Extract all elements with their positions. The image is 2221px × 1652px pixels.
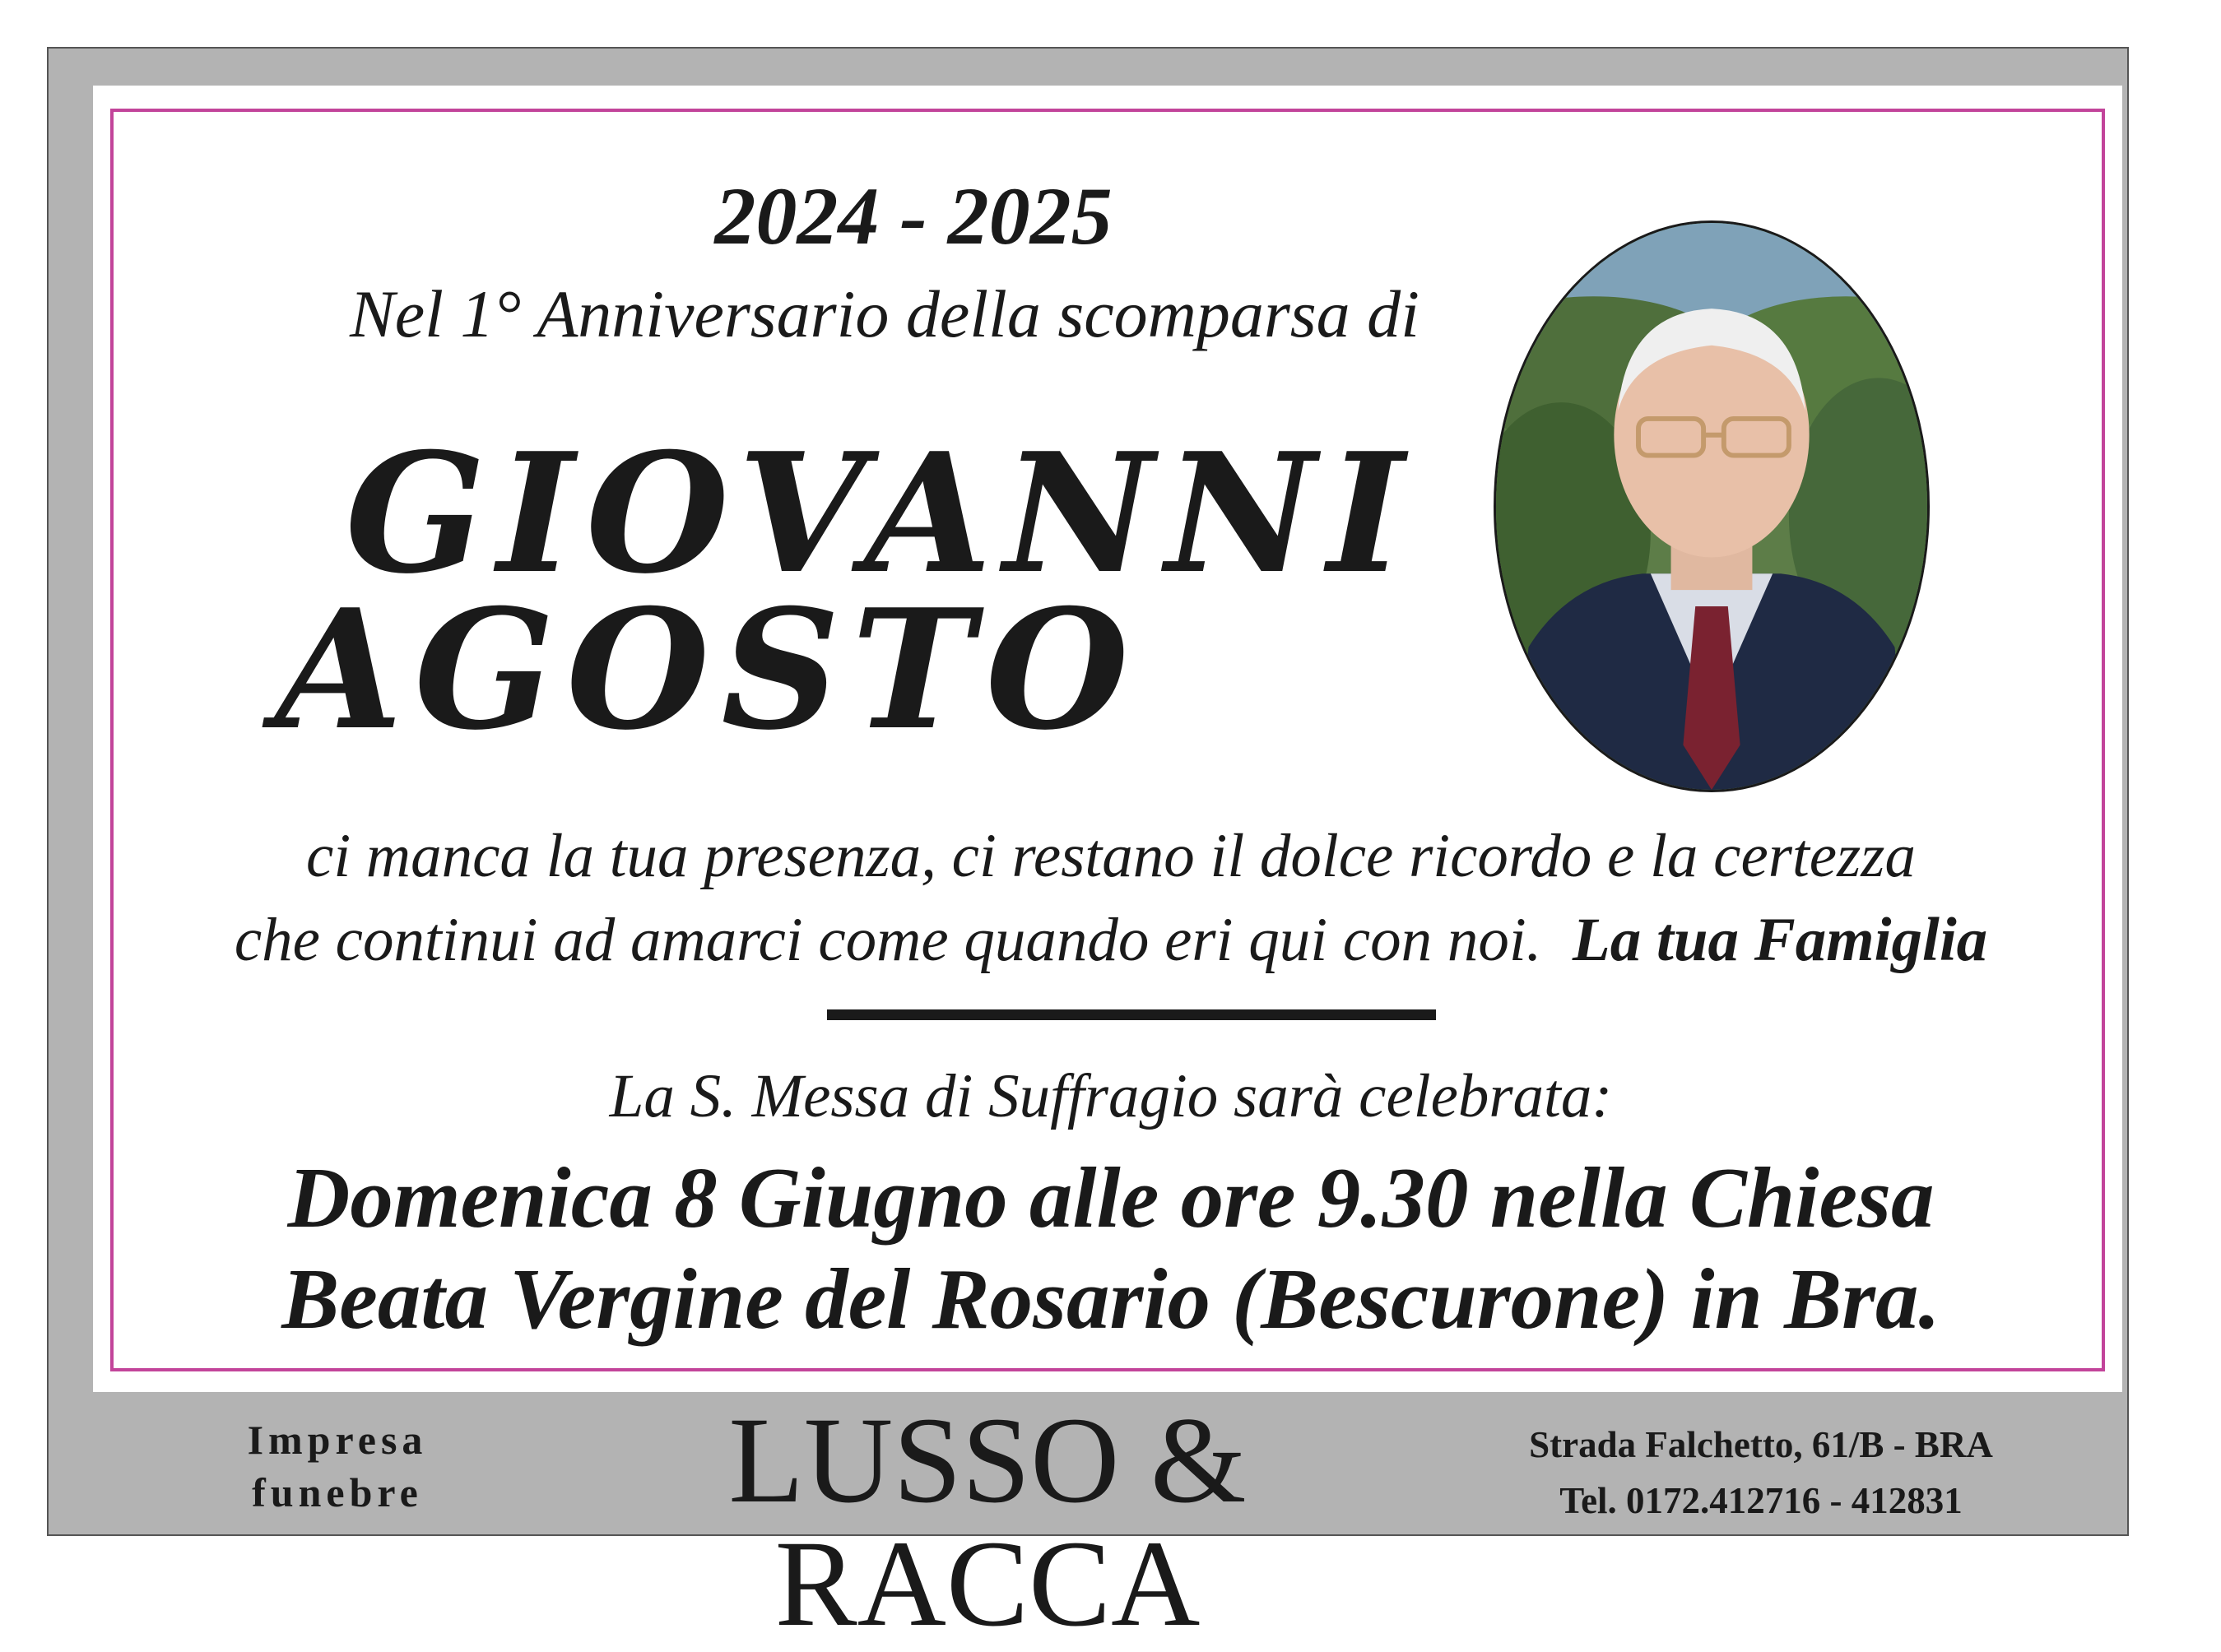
family-signature: La tua Famiglia [1572,906,1988,974]
portrait-photo [1494,220,1930,792]
message [165,814,2057,982]
divider-line [827,1009,1436,1020]
message-line-2: che continui ad amarci come quando eri qui con noi. [234,906,1542,974]
years: 2024 - 2025 [714,170,1113,262]
footer-label-line-2: funebre [252,1469,423,1515]
mass-intro: La S. Messa di Suffragio sarà celebrata: [609,1062,1613,1130]
footer-label-line-1: Impresa [247,1417,428,1463]
message-line-1: ci manca la tua presenza, ci restano il dolce ricordo e la certezza [306,822,1916,890]
funeral-company-label [202,1413,473,1519]
message-line-2-wrap [165,898,2057,982]
mass-details-line-1: Domenica 8 Giugno alle ore 9.30 nella Chiesa [287,1149,1935,1246]
company-address: Strada Falchetto, 61/B - BRA [1529,1424,1993,1465]
mass-details-line-2: Beata Vergine del Rosario (Bescurone) in Bra. [281,1251,1940,1347]
company-phone: Tel. 0172.412716 - 412831 [1559,1480,1963,1521]
last-name: AGOSTO [275,573,1141,767]
company-logo: LUSSO & RACCA [728,1392,1247,1652]
anniversary-line: Nel 1° Anniversario della scomparsa di [350,276,1419,351]
first-name: GIOVANNI [345,417,1416,610]
